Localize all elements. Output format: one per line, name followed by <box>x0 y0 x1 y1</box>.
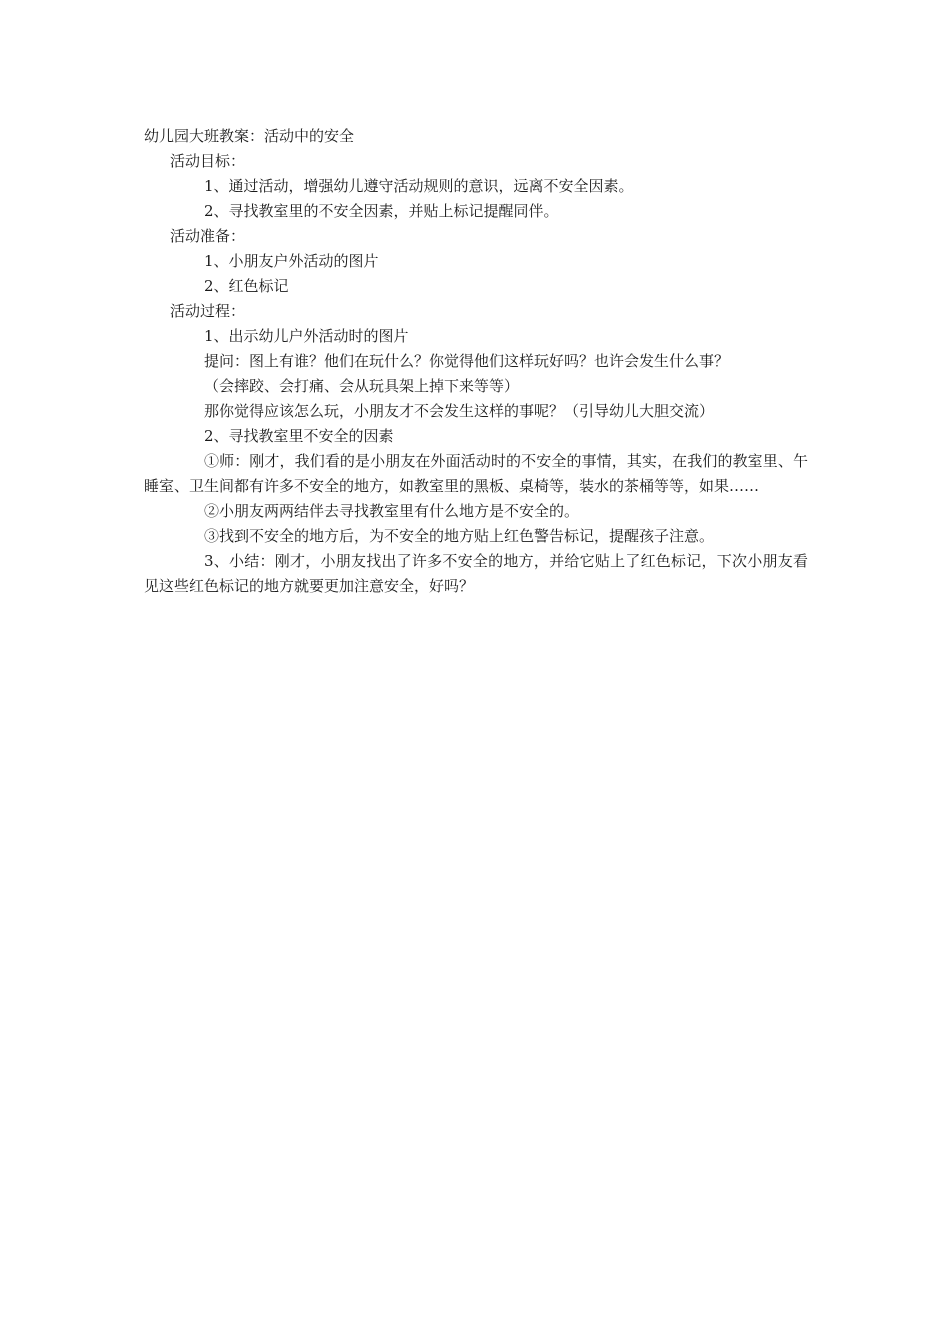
process-sub-1: ①师：刚才，我们看的是小朋友在外面活动时的不安全的事情，其实，在我们的教室里、午睡室、卫生间都有许多不安全的地方，如教室里的黑板、桌椅等，装水的茶桶等等，如果…… <box>144 452 808 495</box>
process-step-2: 2、寻找教室里不安全的因素 <box>204 427 394 445</box>
prep-item: 1、小朋友户外活动的图片 <box>204 252 379 270</box>
document-title: 幼儿园大班教案：活动中的安全 <box>144 127 355 145</box>
section-heading-process: 活动过程： <box>170 302 246 320</box>
document-body <box>144 124 808 599</box>
goal-item: 1、通过活动，增强幼儿遵守活动规则的意识，远离不安全因素。 <box>204 177 634 195</box>
section-heading-goals: 活动目标： <box>170 152 246 170</box>
process-step-1: 1、出示幼儿户外活动时的图片 <box>204 327 409 345</box>
process-question: 提问：图上有谁？他们在玩什么？你觉得他们这样玩好吗？也许会发生什么事？ <box>204 352 730 370</box>
prep-item: 2、红色标记 <box>204 277 289 295</box>
section-heading-prep: 活动准备： <box>170 227 246 245</box>
process-sub-3: ③找到不安全的地方后，为不安全的地方贴上红色警告标记，提醒孩子注意。 <box>204 527 715 545</box>
process-sub-2: ②小朋友两两结伴去寻找教室里有什么地方是不安全的。 <box>204 502 580 520</box>
goal-item: 2、寻找教室里的不安全因素，并贴上标记提醒同伴。 <box>204 202 559 220</box>
process-followup: 那你觉得应该怎么玩，小朋友才不会发生这样的事呢？（引导幼儿大胆交流） <box>204 402 715 420</box>
process-step-3: 3、小结：刚才，小朋友找出了许多不安全的地方，并给它贴上了红色标记，下次小朋友看见这些红色标记的地方就要更加注意安全，好吗？ <box>144 552 808 595</box>
process-answer: （会摔跤、会打痛、会从玩具架上掉下来等等） <box>204 377 520 395</box>
